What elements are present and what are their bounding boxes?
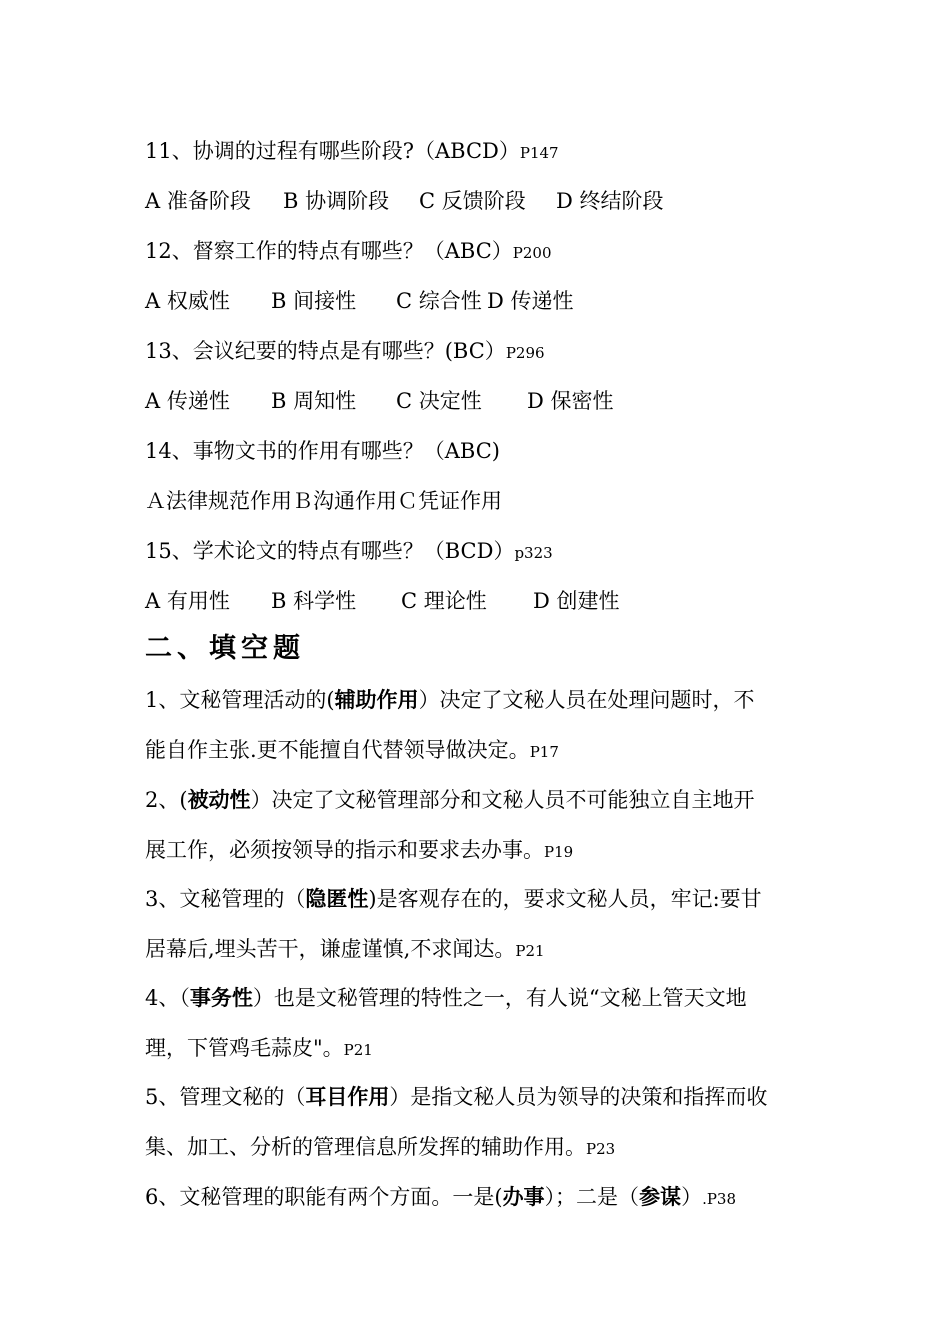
fill-text: 居幕后,埋头苦干，谦虚谨慎,不求闻达。 [145,937,516,961]
page-ref: P17 [529,743,559,761]
fill-answer: 参谋 [639,1184,682,1209]
page-ref: P21 [343,1041,373,1059]
option-d: D 终结阶段 [556,189,664,213]
fill-question-5 [145,1083,845,1111]
fill-answer: 办事 [502,1184,545,1209]
fill-text: ）也是文秘管理的特性之一，有人说“文秘上管天文地 [252,986,747,1010]
fill-question-1-cont [145,736,845,766]
fill-question-3 [145,885,845,913]
options-14 [145,487,845,515]
question-text: 15、学术论文的特点有哪些？（BCD） [145,539,515,563]
option-a: A 传递性 [145,389,230,413]
page-ref: p323 [514,544,553,562]
option-b: B 间接性 [271,289,357,313]
option-b: Ｂ沟通作用 [292,489,397,513]
option-b: B 周知性 [271,389,357,413]
option-a: A 权威性 [145,289,230,313]
question-14 [145,437,845,465]
option-d: D 传递性 [487,289,574,313]
fill-question-2 [145,786,845,814]
page-ref: .P38 [702,1190,737,1208]
question-text: 14、事物文书的作用有哪些？（ABC) [145,439,500,463]
question-text: 13、会议纪要的特点是有哪些？(BC） [145,339,506,363]
option-d: D 保密性 [527,389,614,413]
question-12 [145,237,845,267]
option-c: C 决定性 [396,389,482,413]
option-a: A 准备阶段 [145,189,251,213]
fill-text: )是客观存在的，要求文秘人员，牢记:要甘 [368,887,762,911]
option-d: D 创建性 [533,589,620,613]
page-ref: P147 [519,144,559,162]
options-11 [145,187,845,215]
fill-question-4 [145,984,845,1012]
fill-text: 2、( [145,788,188,812]
options-12 [145,287,845,315]
fill-question-1 [145,686,845,714]
fill-text: 5、管理文秘的（ [145,1085,306,1109]
fill-answer: 隐匿性 [305,886,369,911]
fill-question-4-cont [145,1034,845,1064]
fill-text: ）是指文秘人员为领导的决策和指挥而收 [389,1085,768,1109]
fill-text: ）；二是（ [544,1185,640,1209]
fill-text: 3、文秘管理的（ [145,887,306,911]
fill-question-2-cont [145,836,845,866]
option-c: C 综合性 [396,289,482,313]
fill-question-3-cont [145,935,845,965]
fill-answer: 辅助作用 [334,687,419,712]
fill-text: 6、文秘管理的职能有两个方面。一是( [145,1185,503,1209]
question-15 [145,537,845,567]
fill-answer: 被动性 [187,787,251,812]
options-13 [145,387,845,415]
page-ref: P21 [515,942,545,960]
fill-text: 集、加工、分析的管理信息所发挥的辅助作用。 [145,1135,586,1159]
option-c: Ｃ凭证作用 [397,489,502,513]
fill-text: 能自作主张.更不能擅自代替领导做决定。 [145,738,530,762]
question-text: 11、协调的过程有哪些阶段?（ABCD） [145,139,520,163]
fill-answer: 事务性 [189,985,253,1010]
fill-text: 理，下管鸡毛蒜皮"。 [145,1036,344,1060]
option-a: A 有用性 [145,589,230,613]
section-title: 二、填空题 [145,633,305,664]
fill-text: ）决定了文秘人员在处理问题时，不 [418,688,755,712]
question-text: 12、督察工作的特点有哪些？（ABC） [145,239,513,263]
fill-text: ） [681,1185,703,1209]
fill-question-5-cont [145,1133,845,1163]
page-ref: P19 [544,843,574,861]
fill-question-6 [145,1183,845,1213]
options-15 [145,587,845,615]
fill-answer: 耳目作用 [305,1084,390,1109]
fill-text: 1、文秘管理活动的( [145,688,335,712]
option-b: B 科学性 [271,589,357,613]
fill-text: ）决定了文秘管理部分和文秘人员不可能独立自主地开 [250,788,755,812]
question-13 [145,337,845,367]
option-c: C 反馈阶段 [419,189,526,213]
option-b: B 协调阶段 [283,189,390,213]
page-ref: P23 [586,1140,616,1158]
option-c: C 理论性 [401,589,487,613]
option-a: Ａ法律规范作用 [145,489,292,513]
page-ref: P200 [512,244,552,262]
question-11 [145,137,845,167]
fill-text: 4、（ [145,986,190,1010]
fill-text: 展工作，必须按领导的指示和要求去办事。 [145,838,544,862]
page-ref: P296 [505,344,545,362]
